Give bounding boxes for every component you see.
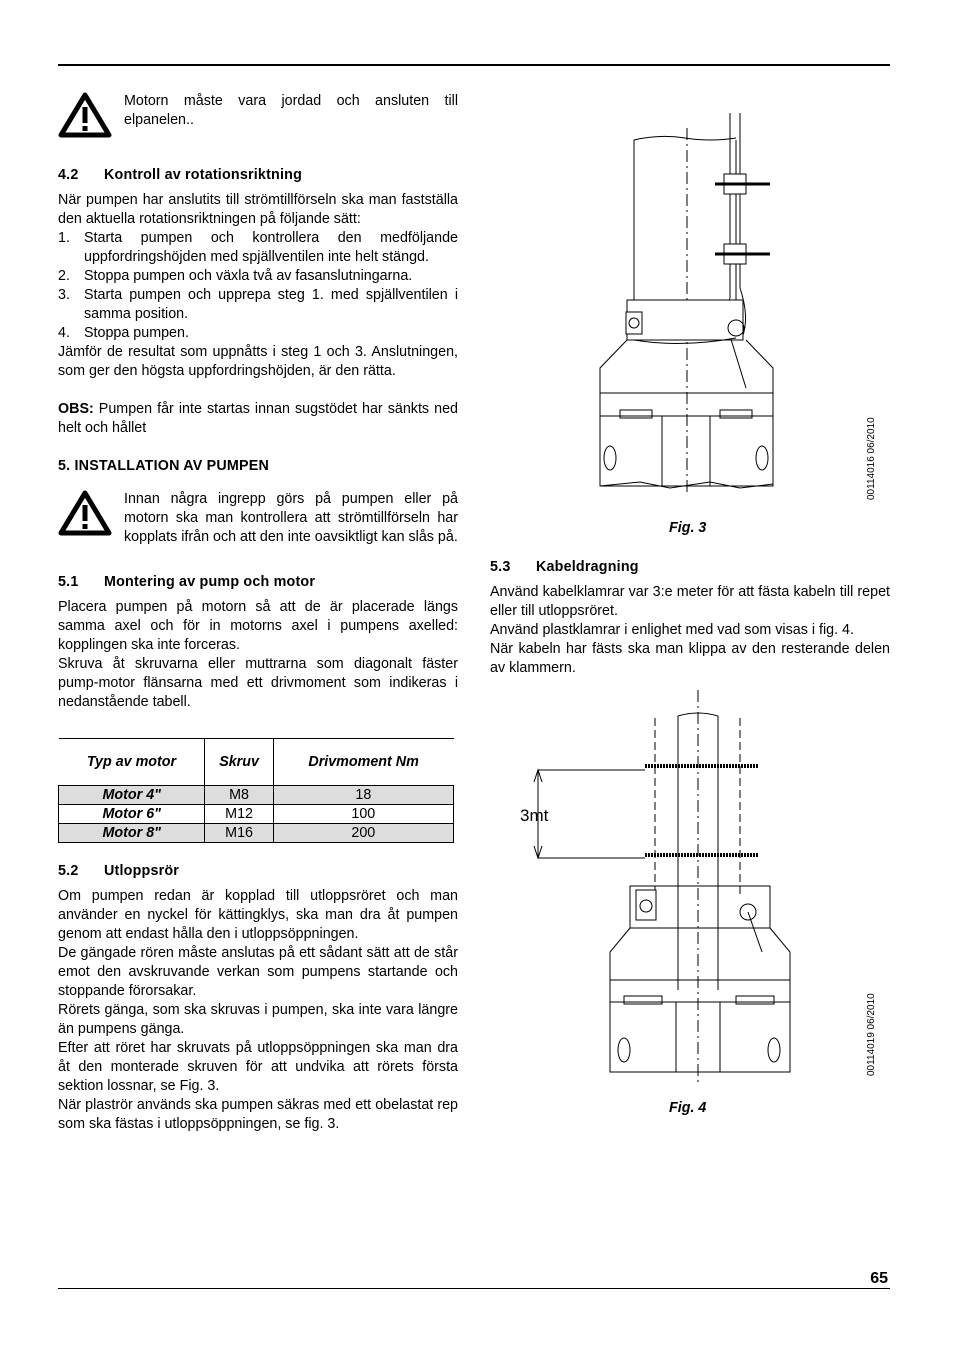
figure-caption: Fig. 3	[669, 520, 707, 536]
table-row	[59, 786, 454, 805]
list-item: 2. Stoppa pumpen och växla två av fasanslutningarna.	[58, 268, 413, 284]
right-column	[490, 558, 890, 678]
table-cell: Motor 8"	[59, 824, 205, 843]
paragraph: Rörets gänga, som ska skruvas i pumpen, ska inte vara längre än pumpens gänga.	[58, 1002, 458, 1037]
section-heading-4-2: 4.2 Kontroll av rotationsriktning	[58, 167, 303, 183]
section-outro: Jämför de resultat som uppnåtts i steg 1 och 3. Anslutningen, som ger den högsta uppfordringshöjden, är den rätta.	[58, 344, 458, 379]
left-column	[58, 92, 458, 1134]
page-number: 65	[870, 1270, 888, 1287]
section-intro: När pumpen har anslutits till strömtillförseln ska man fastställa den aktuella rotationsriktningen på följande sätt:	[58, 192, 458, 227]
dimension-label: 3mt	[520, 806, 549, 825]
paragraph: Använd kabelklamrar var 3:e meter för att fästa kabeln till repet eller till utloppsröret.	[490, 584, 890, 619]
warning-text: Motorn måste vara jordad och ansluten till elpanelen..	[124, 93, 458, 128]
paragraph: De gängade rören måste anslutas på ett sådant sätt att de står emot den avskruvande verkan som pumpens startande och stoppande förorsakar.	[58, 945, 458, 999]
figure-code: 00114016 06/2010	[866, 417, 877, 500]
section-heading-5-2: 5.2 Utloppsrör	[58, 863, 180, 879]
table-cell: Motor 6"	[59, 805, 205, 824]
paragraph: Använd plastklamrar i enlighet med vad som visas i fig. 4.	[490, 622, 854, 638]
table-cell: M12	[205, 805, 273, 824]
figure-3-drawing	[590, 108, 790, 513]
torque-table	[58, 738, 454, 843]
table-header: Skruv	[205, 739, 273, 786]
table-cell: 18	[273, 786, 453, 805]
paragraph: När plaströr används ska pumpen säkras med ett obelastat rep som ska fästas i utloppsöppningen, se fig. 3.	[58, 1097, 458, 1132]
warning-triangle-icon	[58, 490, 112, 536]
warning-triangle-icon	[58, 92, 112, 138]
warning-block-earth	[58, 92, 458, 138]
warning-text: Innan några ingrepp görs på pumpen eller på motorn ska man kontrollera att strömtillförseln har kopplats ifrån och att den inte oavsiktligt kan slås på.	[124, 491, 458, 545]
table-header: Drivmoment Nm	[273, 739, 453, 786]
header-rule	[58, 64, 890, 66]
table-cell: M16	[205, 824, 273, 843]
table-cell: 100	[273, 805, 453, 824]
figure-code: 00114019 06/2010	[866, 993, 877, 1076]
footer-rule	[58, 1288, 890, 1289]
table-header: Typ av motor	[59, 739, 205, 786]
paragraph: Placera pumpen på motorn så att de är placerade längs samma axel och för in motorns axel i pumpens axelled: kopplingen ska inte forceras.	[58, 599, 458, 653]
paragraph: Efter att röret har skruvats på utloppsöppningen ska man dra åt den monterade skruven för att undvika att rörets första sektion lossnar, se Fig. 3.	[58, 1040, 458, 1094]
paragraph: Om pumpen redan är kopplad till utloppsröret och man använder en nyckel för kättingklys, ska man dra åt pumpen genom att endast hålla den i utloppsöppningen.	[58, 888, 458, 942]
table-cell: Motor 4"	[59, 786, 205, 805]
obs-note: OBS: Pumpen får inte startas innan sugstödet har sänkts ned helt och hållet	[58, 401, 458, 436]
figure-4-drawing	[500, 690, 800, 1085]
table-cell: M8	[205, 786, 273, 805]
table-cell: 200	[273, 824, 453, 843]
table-header-row	[59, 739, 454, 786]
section-heading-5-1: 5.1 Montering av pump och motor	[58, 574, 316, 590]
steps-list	[58, 229, 458, 343]
list-item: 3. Starta pumpen och upprepa steg 1. med spjällventilen i samma position.	[58, 287, 458, 322]
table-row	[59, 805, 454, 824]
figure-caption: Fig. 4	[669, 1100, 707, 1116]
paragraph: När kabeln har fästs ska man klippa av den resterande delen av klammern.	[490, 641, 890, 676]
list-item: 4. Stoppa pumpen.	[58, 325, 189, 341]
paragraph: Skruva åt skruvarna eller muttrarna som diagonalt fäster pump-motor flänsarna med ett drivmoment som indikeras i nedanstående tabell.	[58, 656, 458, 710]
table-row	[59, 824, 454, 843]
warning-block-power	[58, 490, 458, 547]
section-heading-5: 5. INSTALLATION AV PUMPEN	[58, 458, 269, 474]
list-item: 1. Starta pumpen och kontrollera den medföljande uppfordringshöjden med spjällventilen inte helt stängd.	[58, 230, 458, 265]
section-heading-5-3: 5.3 Kabeldragning	[490, 559, 639, 575]
